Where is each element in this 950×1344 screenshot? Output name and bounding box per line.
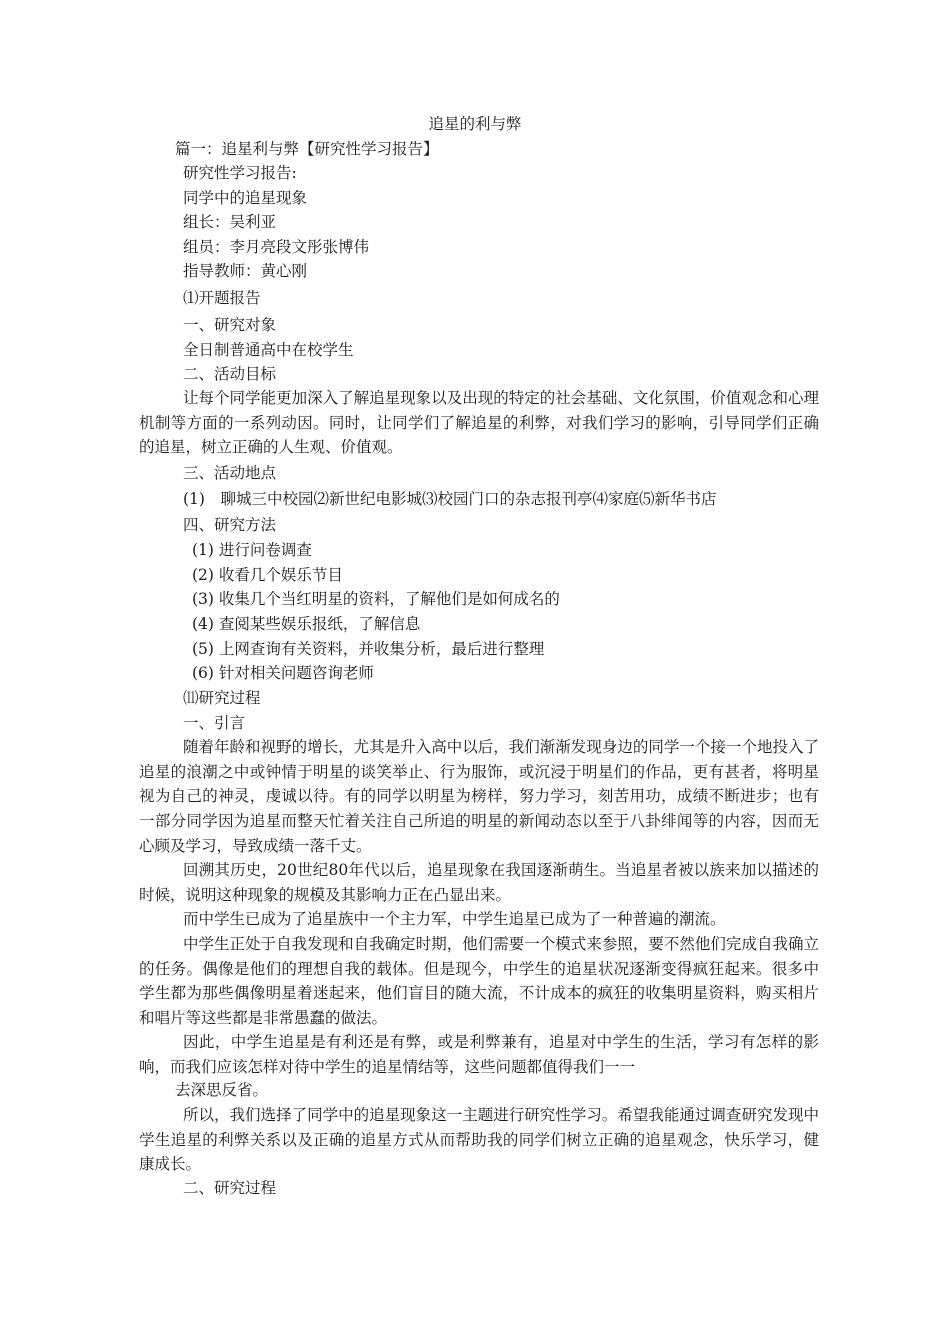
intro-paragraph-3: 而中学生已成为了追星族中一个主力军，中学生追星已成为了一种普遍的潮流。 [183, 910, 726, 928]
intro-paragraph-6: 所以，我们选择了同学中的追星现象这一主题进行研究性学习。希望我能通过调查研究发现中学生追星的利弊关系以及正确的追星方式从而帮助我的同学们树立正确的追星观念，快乐学习，健康成长。 [139, 1106, 819, 1174]
intro-paragraph-5: 因此，中学生追星是有利还是有弊，或是利弊兼有，追星对中学生的生活，学习有怎样的影响，而我们应该怎样对待中学生的追星情结等，这些问题都值得我们一一 [139, 1033, 819, 1076]
intro-paragraph-5-tail: 去深思反省。 [175, 1081, 269, 1099]
section-research-object-text: 全日制普通高中在校学生 [183, 341, 354, 359]
section-goal-text: 让每个同学能更加深入了解追星现象以及出现的特定的社会基础、文化氛围，价值观念和心理机制等方面的一系列动因。同时，让同学们了解追星的利弊，对我们学习的影响，引导同学们正确的追星，树立正确的人生观、价值观。 [139, 389, 819, 457]
part2-heading: ⑾研究过程 [183, 689, 261, 707]
section-intro-heading: 一、引言 [183, 714, 246, 732]
document-title: 追星的利与弊 [428, 115, 522, 133]
group-members: 组员：李月亮段文彤张博伟 [183, 238, 370, 256]
section-goal-heading: 二、活动目标 [183, 365, 277, 383]
method-item: (5) 上网查询有关资料，并收集分析，最后进行整理 [192, 640, 545, 658]
advisor: 指导教师：黄心刚 [183, 262, 308, 280]
report-topic: 同学中的追星现象 [183, 189, 308, 207]
method-item: (6) 针对相关问题咨询老师 [192, 664, 374, 682]
section-method-heading: 四、研究方法 [183, 516, 277, 534]
section-research-object-heading: 一、研究对象 [183, 316, 277, 334]
section-location-heading: 三、活动地点 [183, 464, 277, 482]
report-label: 研究性学习报告: [183, 164, 297, 182]
section-location-text: (1) 聊城三中校园⑵新世纪电影城⑶校园门口的杂志报刊亭⑷家庭⑸新华书店 [183, 490, 717, 508]
part1-heading: ⑴开题报告 [183, 289, 261, 307]
method-item: (4) 查阅某些娱乐报纸，了解信息 [192, 615, 421, 633]
group-leader: 组长：吴利亚 [183, 213, 277, 231]
intro-paragraph-4: 中学生正处于自我发现和自我确定时期，他们需要一个模式来参照，要不然他们完成自我确立的任务。偶像是他们的理想自我的载体。但是现今，中学生的追星状况逐渐变得疯狂起来。很多中学生都为那些偶像明星着迷起来，他们盲目的随大流，不计成本的疯狂的收集明星资料，购买相片和唱片等这些都是非常愚蠢的做法。 [139, 935, 819, 1028]
document-subtitle: 篇一：追星利与弊【研究性学习报告】 [175, 140, 439, 158]
intro-paragraph-2: 回溯其历史，20世纪80年代以后，追星现象在我国逐渐萌生。当追星者被以族来加以描述的时候，说明这种现象的规模及其影响力正在凸显出来。 [139, 861, 819, 904]
section-process-heading: 二、研究过程 [183, 1179, 277, 1197]
method-item: (3) 收集几个当红明星的资料，了解他们是如何成名的 [192, 590, 560, 608]
method-item: (2) 收看几个娱乐节目 [192, 566, 343, 584]
intro-paragraph-1: 随着年龄和视野的增长，尤其是升入高中以后，我们渐渐发现身边的同学一个接一个地投入了追星的浪潮之中或钟情于明星的谈笑举止、行为服饰，或沉浸于明星们的作品，更有甚者，将明星视为自己的神灵，虔诚以待。有的同学以明星为榜样，努力学习，刻苦用功，成绩不断进步；也有一部分同学因为追星而整天忙着关注自己所追的明星的新闻动态以至于八卦绯闻等的内容，因而无心顾及学习，导致成绩一落千丈。 [139, 738, 819, 855]
method-item: (1) 进行问卷调查 [192, 541, 312, 559]
